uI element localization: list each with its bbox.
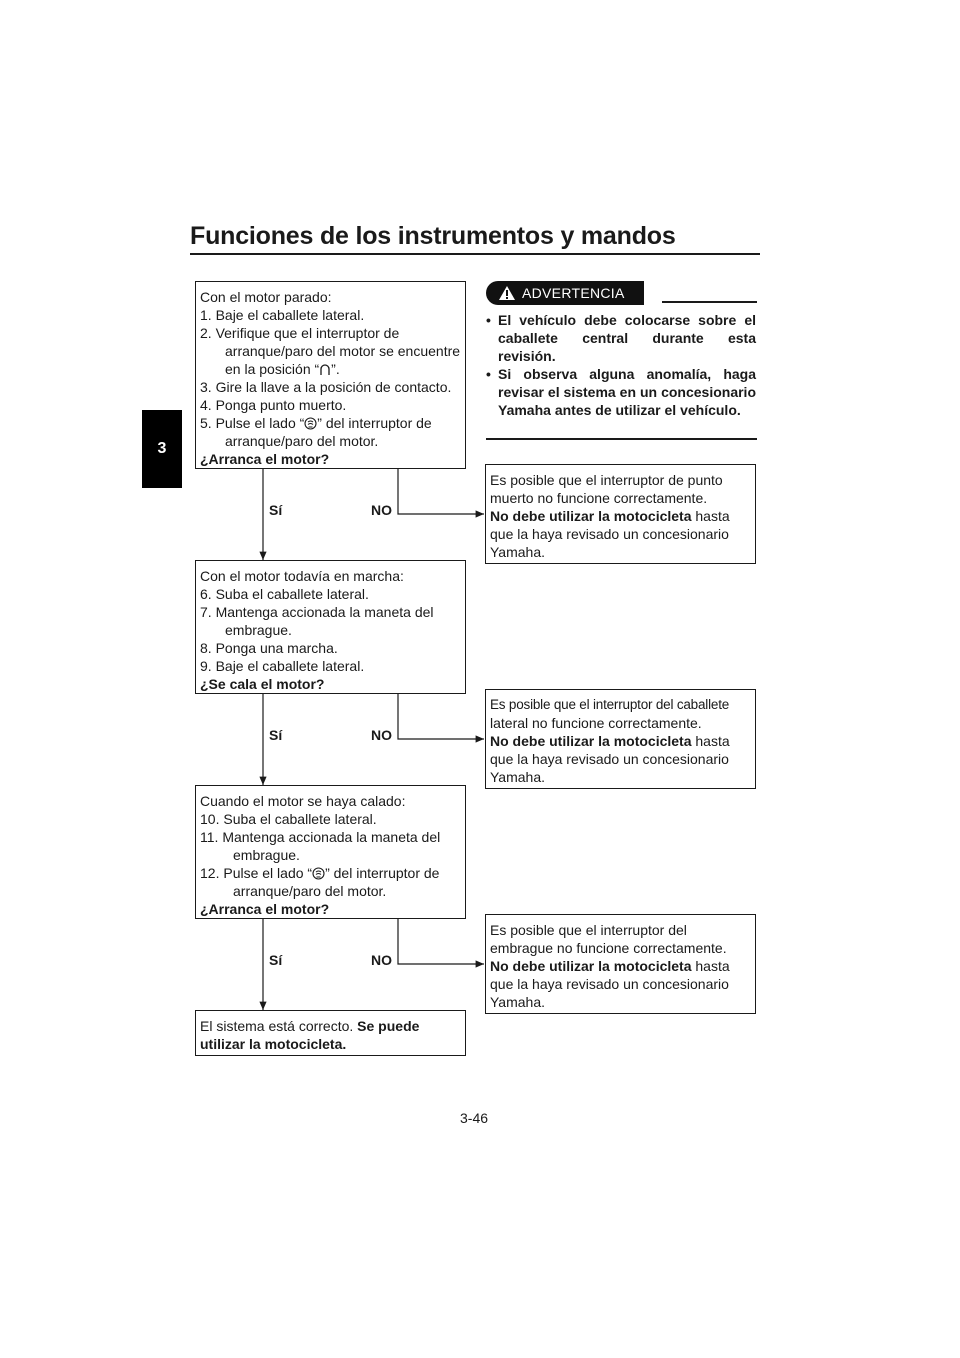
step1-line1: 1. Baje el caballete lateral. <box>200 307 365 323</box>
step1-intro: Con el motor parado: <box>200 289 332 305</box>
engine-run-icon <box>319 363 331 376</box>
fault2-box <box>485 689 756 789</box>
warning-item-text: Si observa alguna anomalía, haga revisar el sistema en un concesionario Yamaha antes de utilizar el vehículo. <box>498 366 756 418</box>
fault3-line3: No debe utilizar la motocicleta hasta <box>490 958 730 974</box>
fault3-line2: embrague no funcione correctamente. <box>490 940 727 956</box>
step3-line12b: arranque/paro del motor. <box>233 883 387 899</box>
warning-bottom-rule <box>486 438 757 440</box>
fault1-line5: Yamaha. <box>490 544 545 560</box>
fault1-line4: que la haya revisado un concesionario <box>490 526 729 542</box>
final-box <box>195 1010 466 1056</box>
warning-triangle-icon <box>498 285 516 301</box>
page-number: 3-46 <box>460 1110 489 1126</box>
step1-box <box>195 281 466 469</box>
yes-label-1: Sí <box>269 502 283 518</box>
warning-body <box>486 311 756 419</box>
step1-line2: 2. Verifique que el interruptor de <box>200 325 400 341</box>
step3-line11b: embrague. <box>233 847 300 863</box>
step1-line4: 4. Ponga punto muerto. <box>200 397 347 413</box>
fault2-line2: lateral no funcione correctamente. <box>490 715 702 731</box>
fault3-line5: Yamaha. <box>490 994 545 1010</box>
starter-icon <box>304 417 317 430</box>
fault1-line2: muerto no funcione correctamente. <box>490 490 708 506</box>
fault3-line1: Es posible que el interruptor del <box>490 922 687 938</box>
step2-question: ¿Se cala el motor? <box>200 676 325 692</box>
step1-question: ¿Arranca el motor? <box>200 451 330 467</box>
step2-line7b: embrague. <box>225 622 292 638</box>
warning-rule <box>662 301 757 303</box>
chapter-tab: 3 <box>142 410 182 488</box>
bullet: • <box>486 366 491 382</box>
fault1-line1: Es posible que el interruptor de punto <box>490 472 723 488</box>
step1-line5: 5. Pulse el lado “ ” del interruptor de <box>200 415 432 431</box>
final-text: El sistema está correcto. <box>200 1018 354 1034</box>
step2-line9: 9. Baje el caballete lateral. <box>200 658 365 674</box>
step1-line2c: en la posición “ ”. <box>225 361 340 377</box>
step3-line12: 12. Pulse el lado “ ” del interruptor de <box>200 865 440 881</box>
step3-intro: Cuando el motor se haya calado: <box>200 793 406 809</box>
step2-box <box>195 560 466 694</box>
warning-heading <box>486 281 644 305</box>
fault2-line1: Es posible que el interruptor del caballete <box>490 697 730 712</box>
step2-line8: 8. Ponga una marcha. <box>200 640 338 656</box>
step3-line10: 10. Suba el caballete lateral. <box>200 811 377 827</box>
fault3-line4: que la haya revisado un concesionario <box>490 976 729 992</box>
no-label-3: NO <box>371 952 392 968</box>
fault2-line5: Yamaha. <box>490 769 545 785</box>
step2-intro: Con el motor todavía en marcha: <box>200 568 404 584</box>
warning-item <box>486 365 756 419</box>
starter-icon <box>312 867 325 880</box>
step1-line3: 3. Gire la llave a la posición de contacto. <box>200 379 452 395</box>
warning-item-text: El vehículo debe colocarse sobre el caballete central durante esta revisión. <box>498 312 756 364</box>
no-arrow-3 <box>398 919 484 964</box>
fault3-box <box>485 914 756 1014</box>
bullet: • <box>486 312 491 328</box>
no-label-2: NO <box>371 727 392 743</box>
warning-heading-text: ADVERTENCIA <box>522 285 625 301</box>
yes-label-3: Sí <box>269 952 283 968</box>
final-bold: Se puede utilizar la motocicleta. <box>200 1018 420 1052</box>
fault1-line3: No debe utilizar la motocicleta hasta <box>490 508 730 524</box>
fault2-line4: que la haya revisado un concesionario <box>490 751 729 767</box>
no-arrow-1 <box>398 469 484 514</box>
step3-line11: 11. Mantenga accionada la maneta del <box>200 829 441 845</box>
fault2-line3: No debe utilizar la motocicleta hasta <box>490 733 730 749</box>
step3-question: ¿Arranca el motor? <box>200 901 330 917</box>
no-label-1: NO <box>371 502 392 518</box>
yes-label-2: Sí <box>269 727 283 743</box>
step2-line6: 6. Suba el caballete lateral. <box>200 586 369 602</box>
step3-box <box>195 785 466 919</box>
step1-line5b: arranque/paro del motor. <box>225 433 379 449</box>
step1-line2b: arranque/paro del motor se encuentre <box>225 343 461 359</box>
fault1-box <box>485 464 756 564</box>
page-title: Funciones de los instrumentos y mandos <box>190 222 676 250</box>
no-arrow-2 <box>398 694 484 739</box>
warning-item <box>486 311 756 365</box>
step2-line7: 7. Mantenga accionada la maneta del <box>200 604 434 620</box>
